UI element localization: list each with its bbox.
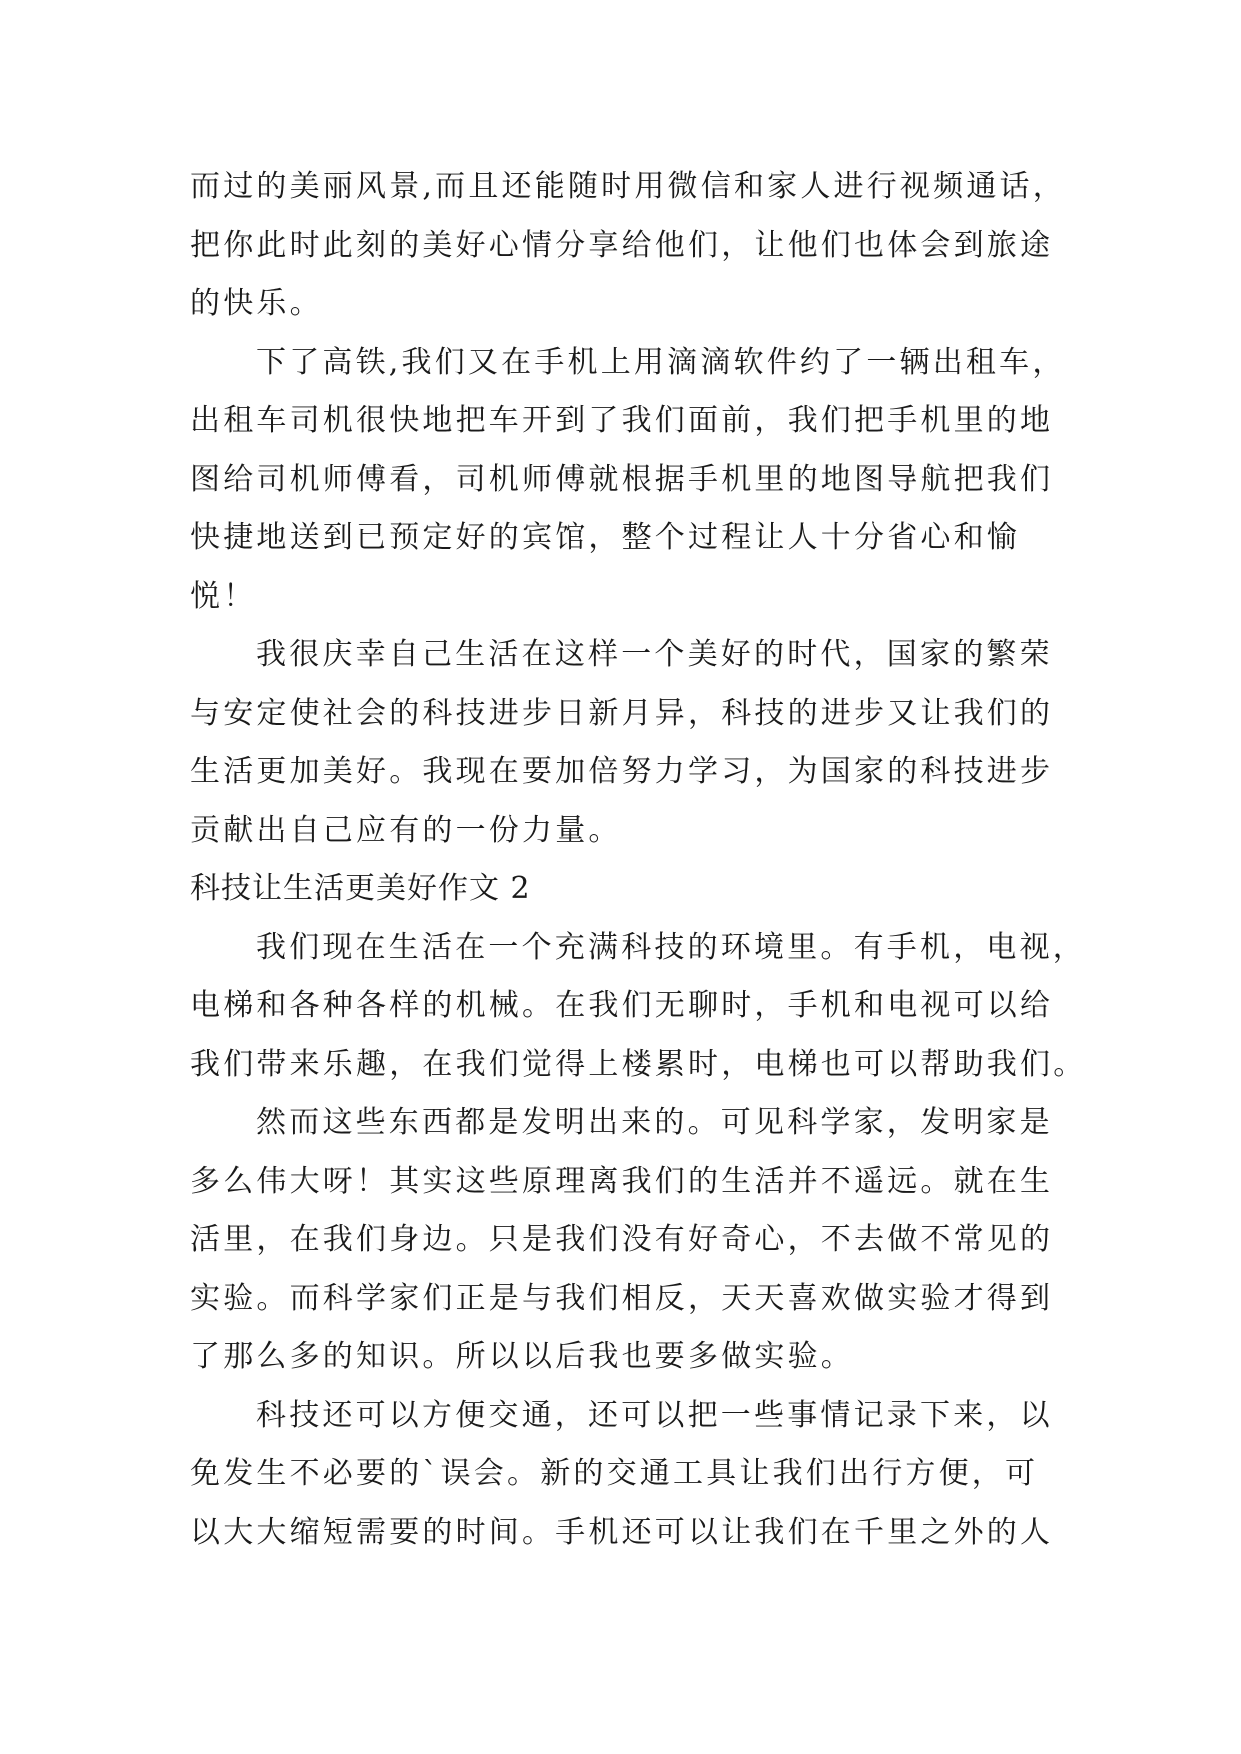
text-line: 实验。而科学家们正是与我们相反，天天喜欢做实验才得到 bbox=[190, 1280, 1054, 1316]
text-line: 免发生不必要的`误会。新的交通工具让我们出行方便，可 bbox=[190, 1456, 1039, 1491]
paragraph-start-line: 然而这些东西都是发明出来的。可见科学家，发明家是 bbox=[256, 1105, 1053, 1140]
text-line: 贡献出自己应有的一份力量。 bbox=[190, 812, 622, 848]
text-line: 电梯和各种各样的机械。在我们无聊时，手机和电视可以给 bbox=[190, 988, 1054, 1023]
paragraph-start-line: 我很庆幸自己生活在这样一个美好的时代，国家的繁荣 bbox=[256, 637, 1053, 672]
text-line: 悦！ bbox=[190, 578, 257, 614]
text-line: 了那么多的知识。所以以后我也要多做实验。 bbox=[190, 1339, 854, 1374]
text-line: 快捷地送到已预定好的宾馆，整个过程让人十分省心和愉 bbox=[190, 520, 1020, 555]
paragraph-start-line: 下了高铁,我们又在手机上用滴滴软件约了一辆出租车， bbox=[256, 344, 1066, 380]
text-line: 多么伟大呀！其实这些原理离我们的生活并不遥远。就在生 bbox=[190, 1163, 1054, 1199]
section-heading: 科技让生活更美好作文 2 bbox=[190, 871, 531, 906]
text-line: 而过的美丽风景,而且还能随时用微信和家人进行视频通话， bbox=[190, 169, 1066, 204]
paragraph-start-line: 我们现在生活在一个充满科技的环境里。有手机，电视， bbox=[256, 929, 1086, 965]
text-line: 图给司机师傅看，司机师傅就根据手机里的地图导航把我们 bbox=[190, 461, 1054, 497]
document-body bbox=[190, 158, 1087, 1562]
text-line: 的快乐。 bbox=[190, 286, 323, 321]
text-line: 出租车司机很快地把车开到了我们面前，我们把手机里的地 bbox=[190, 403, 1054, 438]
text-line: 以大大缩短需要的时间。手机还可以让我们在千里之外的人 bbox=[190, 1514, 1054, 1550]
text-line: 生活更加美好。我现在要加倍努力学习，为国家的科技进步 bbox=[190, 754, 1054, 789]
text-line: 我们带来乐趣，在我们觉得上楼累时，电梯也可以帮助我们。 bbox=[190, 1046, 1087, 1082]
text-line: 把你此时此刻的美好心情分享给他们，让他们也体会到旅途 bbox=[190, 227, 1054, 263]
text-line: 活里，在我们身边。只是我们没有好奇心，不去做不常见的 bbox=[190, 1222, 1054, 1257]
paragraph-start-line: 科技还可以方便交通，还可以把一些事情记录下来，以 bbox=[256, 1397, 1053, 1433]
text-line: 与安定使社会的科技进步日新月异，科技的进步又让我们的 bbox=[190, 695, 1054, 731]
